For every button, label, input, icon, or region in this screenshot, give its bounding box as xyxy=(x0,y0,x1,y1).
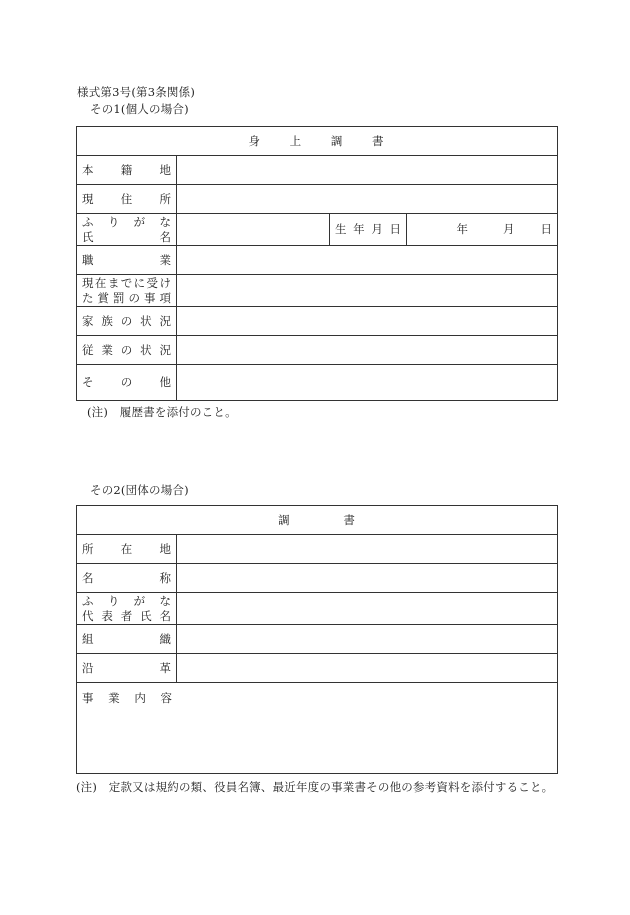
date-day-label: 日 xyxy=(540,222,553,237)
field-jigyo[interactable] xyxy=(77,683,558,774)
field-shokugyo[interactable] xyxy=(177,246,558,275)
field-shobatsu[interactable] xyxy=(177,275,558,307)
field-enkaku[interactable] xyxy=(177,654,558,683)
field-soshiki[interactable] xyxy=(177,625,558,654)
label-shobatsu: 現 在 ま で に 受 け た 賞 罰 の 事 項 xyxy=(77,275,177,307)
label-honseki: 本 籍 地 xyxy=(77,156,177,185)
field-shozaichi[interactable] xyxy=(177,535,558,564)
field-meisho[interactable] xyxy=(177,564,558,593)
field-sonota[interactable] xyxy=(177,365,558,401)
personal-record-table xyxy=(76,126,558,401)
label-kazoku: 家 族 の 状 況 xyxy=(77,307,177,336)
form-number: 様式第3号(第3条関係) xyxy=(77,85,196,99)
label-shokugyo: 職 業 xyxy=(77,246,177,275)
field-jugyo[interactable] xyxy=(177,336,558,365)
field-shimei[interactable] xyxy=(177,214,330,246)
field-honseki[interactable] xyxy=(177,156,558,185)
label-jigyo: 事 業 内 容 xyxy=(82,691,172,705)
date-year-label: 年 xyxy=(456,222,469,237)
label-soshiki: 組 織 xyxy=(77,625,177,654)
field-daihyo[interactable] xyxy=(177,593,558,625)
label-enkaku: 沿 革 xyxy=(77,654,177,683)
label-meisho: 名 称 xyxy=(77,564,177,593)
part2-heading: その2(団体の場合) xyxy=(90,483,189,497)
part2-note: (注) 定款又は規約の類、役員名簿、最近年度の事業書その他の参考資料を添付すること。 xyxy=(76,780,554,794)
field-birthdate[interactable] xyxy=(407,214,558,246)
part1-heading: その1(個人の場合) xyxy=(90,102,189,116)
label-shozaichi: 所 在 地 xyxy=(77,535,177,564)
organization-record-title: 調 書 xyxy=(77,506,558,535)
label-daihyo: ふ り が な 代 表 者 氏 名 xyxy=(77,593,177,625)
date-month-label: 月 xyxy=(503,222,515,237)
label-furigana-shimei: ふ り が な 氏 名 xyxy=(77,214,177,246)
part1-note: (注) 履歴書を添付のこと。 xyxy=(87,405,237,419)
label-jugyo: 従 業 の 状 況 xyxy=(77,336,177,365)
label-sonota: そ の 他 xyxy=(77,365,177,401)
field-kazoku[interactable] xyxy=(177,307,558,336)
personal-record-title: 身 上 調 書 xyxy=(77,127,558,156)
field-genjusho[interactable] xyxy=(177,185,558,214)
label-genjusho: 現 住 所 xyxy=(77,185,177,214)
label-birthdate: 生 年 月 日 xyxy=(330,214,407,246)
organization-record-table xyxy=(76,505,558,774)
